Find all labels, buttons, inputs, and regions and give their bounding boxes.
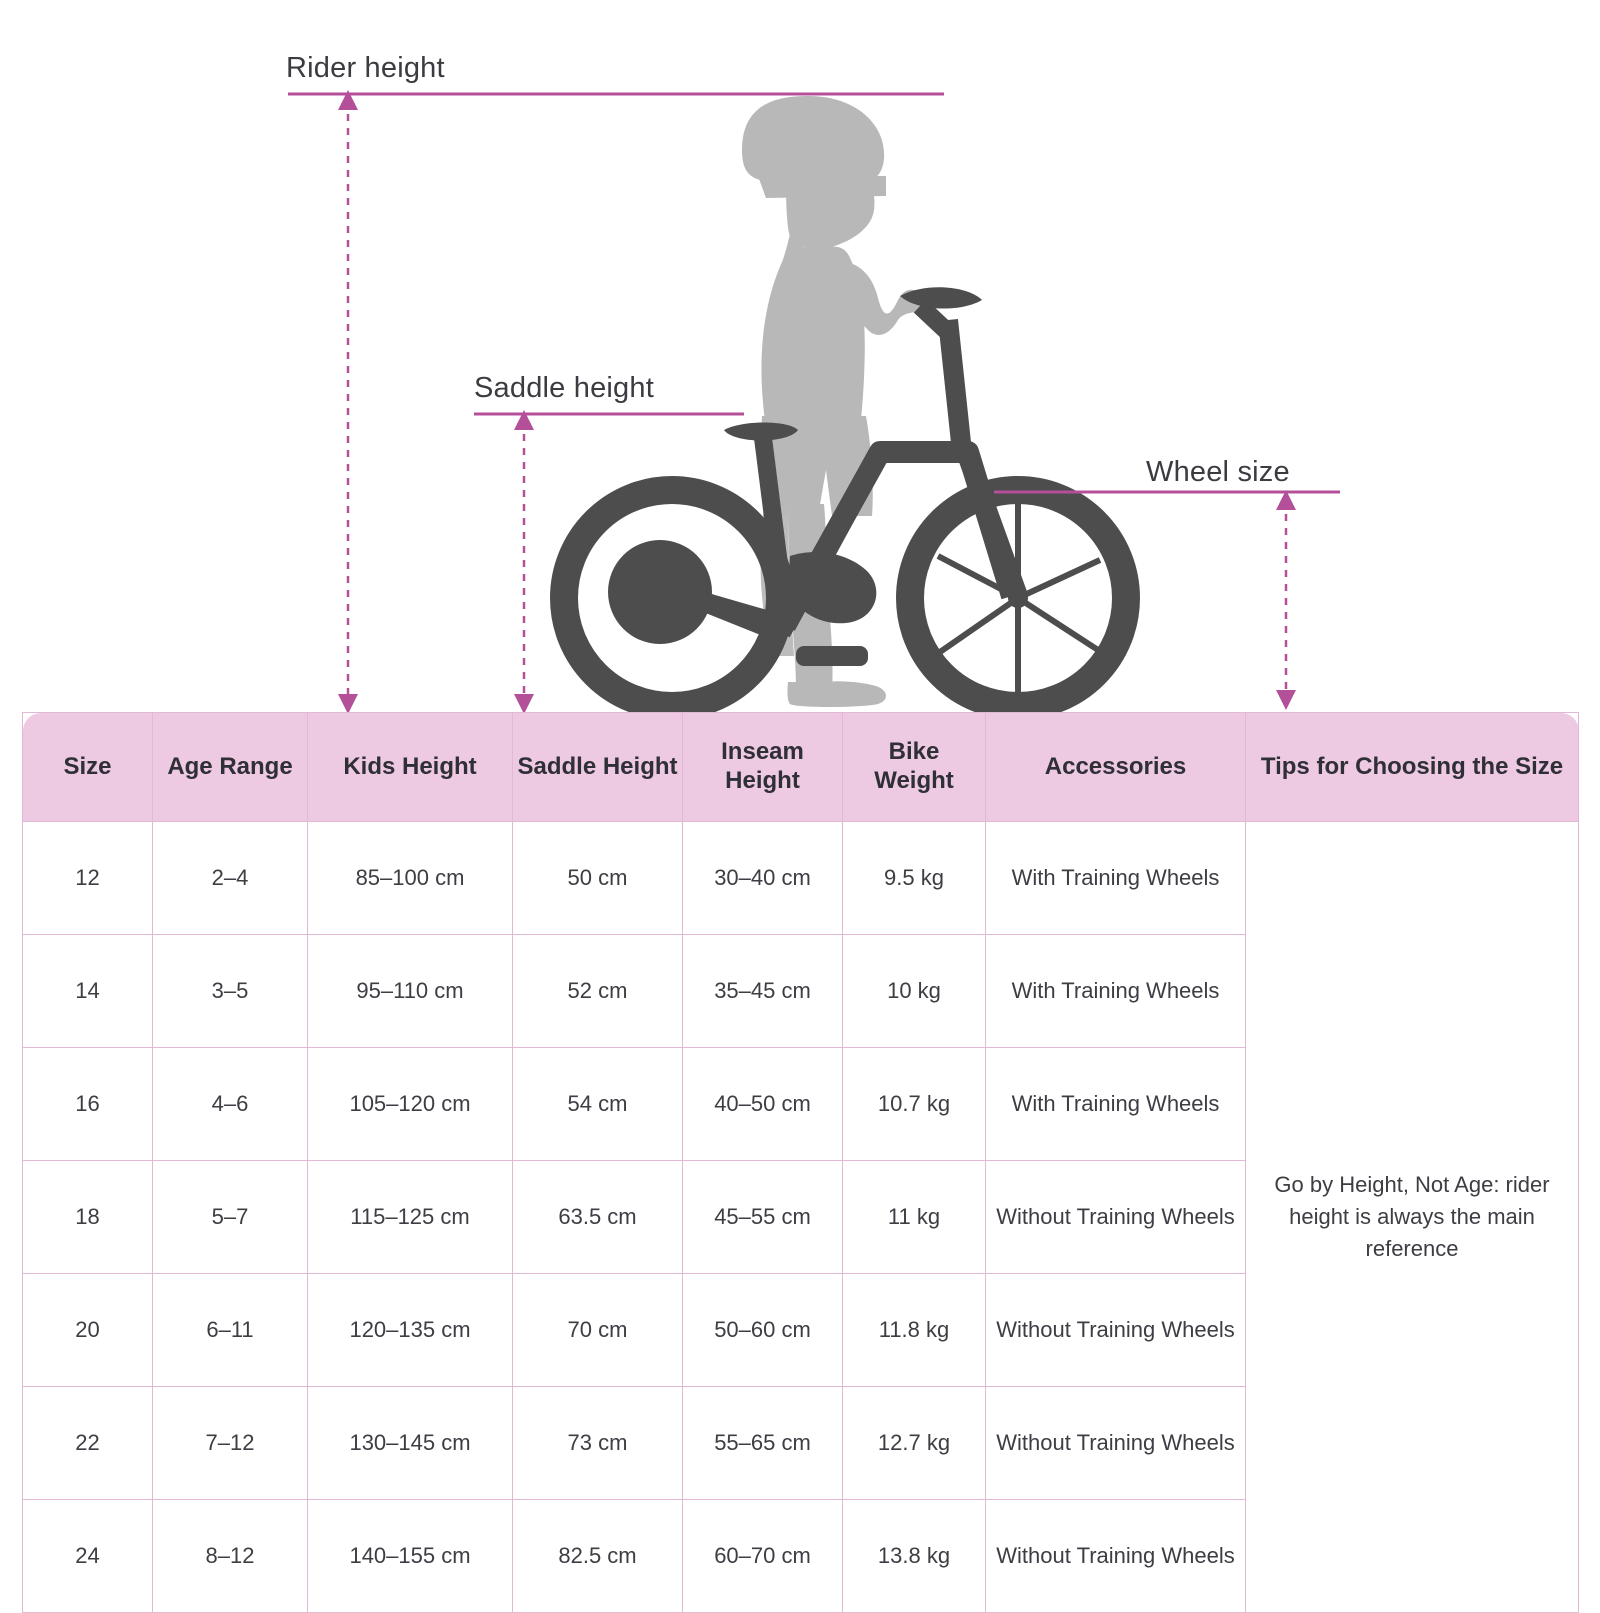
cell-inseam-height: 30–40 cm xyxy=(683,822,843,935)
cell-saddle-height: 54 cm xyxy=(513,1048,683,1161)
cell-kids-height: 85–100 cm xyxy=(308,822,513,935)
cell-kids-height: 105–120 cm xyxy=(308,1048,513,1161)
cell-inseam-height: 40–50 cm xyxy=(683,1048,843,1161)
cell-size: 22 xyxy=(23,1387,153,1500)
cell-size: 14 xyxy=(23,935,153,1048)
header-tips: Tips for Choosing the Size xyxy=(1246,713,1579,822)
header-age-range: Age Range xyxy=(153,713,308,822)
cell-size: 12 xyxy=(23,822,153,935)
rider-height-label: Rider height xyxy=(286,52,445,84)
cell-size: 16 xyxy=(23,1048,153,1161)
cell-tips: Go by Height, Not Age: rider height is always the main reference xyxy=(1246,822,1579,1613)
cell-size: 20 xyxy=(23,1274,153,1387)
cell-bike-weight: 11 kg xyxy=(843,1161,986,1274)
cell-kids-height: 140–155 cm xyxy=(308,1500,513,1613)
header-bike-weight: Bike Weight xyxy=(843,713,986,822)
cell-inseam-height: 45–55 cm xyxy=(683,1161,843,1274)
cell-inseam-height: 55–65 cm xyxy=(683,1387,843,1500)
cell-accessories: Without Training Wheels xyxy=(986,1387,1246,1500)
cell-bike-weight: 11.8 kg xyxy=(843,1274,986,1387)
cell-saddle-height: 63.5 cm xyxy=(513,1161,683,1274)
cell-saddle-height: 50 cm xyxy=(513,822,683,935)
cell-saddle-height: 73 cm xyxy=(513,1387,683,1500)
table-header-row xyxy=(23,713,1579,822)
cell-inseam-height: 50–60 cm xyxy=(683,1274,843,1387)
cell-age: 5–7 xyxy=(153,1161,308,1274)
saddle-height-label: Saddle height xyxy=(474,372,654,404)
cell-age: 7–12 xyxy=(153,1387,308,1500)
cell-inseam-height: 60–70 cm xyxy=(683,1500,843,1613)
cell-age: 3–5 xyxy=(153,935,308,1048)
cell-saddle-height: 82.5 cm xyxy=(513,1500,683,1613)
table-row xyxy=(23,822,1579,935)
cell-kids-height: 95–110 cm xyxy=(308,935,513,1048)
cell-saddle-height: 70 cm xyxy=(513,1274,683,1387)
cell-age: 6–11 xyxy=(153,1274,308,1387)
cell-saddle-height: 52 cm xyxy=(513,935,683,1048)
header-saddle-height: Saddle Height xyxy=(513,713,683,822)
cell-age: 2–4 xyxy=(153,822,308,935)
cell-bike-weight: 10.7 kg xyxy=(843,1048,986,1161)
cell-inseam-height: 35–45 cm xyxy=(683,935,843,1048)
bike-size-table xyxy=(22,712,1579,1613)
cell-age: 8–12 xyxy=(153,1500,308,1613)
header-kids-height: Kids Height xyxy=(308,713,513,822)
cell-accessories: With Training Wheels xyxy=(986,935,1246,1048)
cell-accessories: Without Training Wheels xyxy=(986,1500,1246,1613)
header-inseam-height: Inseam Height xyxy=(683,713,843,822)
cell-kids-height: 115–125 cm xyxy=(308,1161,513,1274)
cell-kids-height: 120–135 cm xyxy=(308,1274,513,1387)
cell-age: 4–6 xyxy=(153,1048,308,1161)
cell-bike-weight: 9.5 kg xyxy=(843,822,986,935)
cell-size: 24 xyxy=(23,1500,153,1613)
cell-accessories: Without Training Wheels xyxy=(986,1161,1246,1274)
cell-bike-weight: 10 kg xyxy=(843,935,986,1048)
cell-bike-weight: 13.8 kg xyxy=(843,1500,986,1613)
cell-accessories: With Training Wheels xyxy=(986,1048,1246,1161)
cell-kids-height: 130–145 cm xyxy=(308,1387,513,1500)
bike-size-table-wrapper xyxy=(22,712,1578,1613)
cell-accessories: With Training Wheels xyxy=(986,822,1246,935)
wheel-size-label: Wheel size xyxy=(1146,456,1290,488)
header-accessories: Accessories xyxy=(986,713,1246,822)
cell-size: 18 xyxy=(23,1161,153,1274)
cell-bike-weight: 12.7 kg xyxy=(843,1387,986,1500)
header-size: Size xyxy=(23,713,153,822)
cell-accessories: Without Training Wheels xyxy=(986,1274,1246,1387)
bike-sizing-illustration xyxy=(0,0,1600,720)
